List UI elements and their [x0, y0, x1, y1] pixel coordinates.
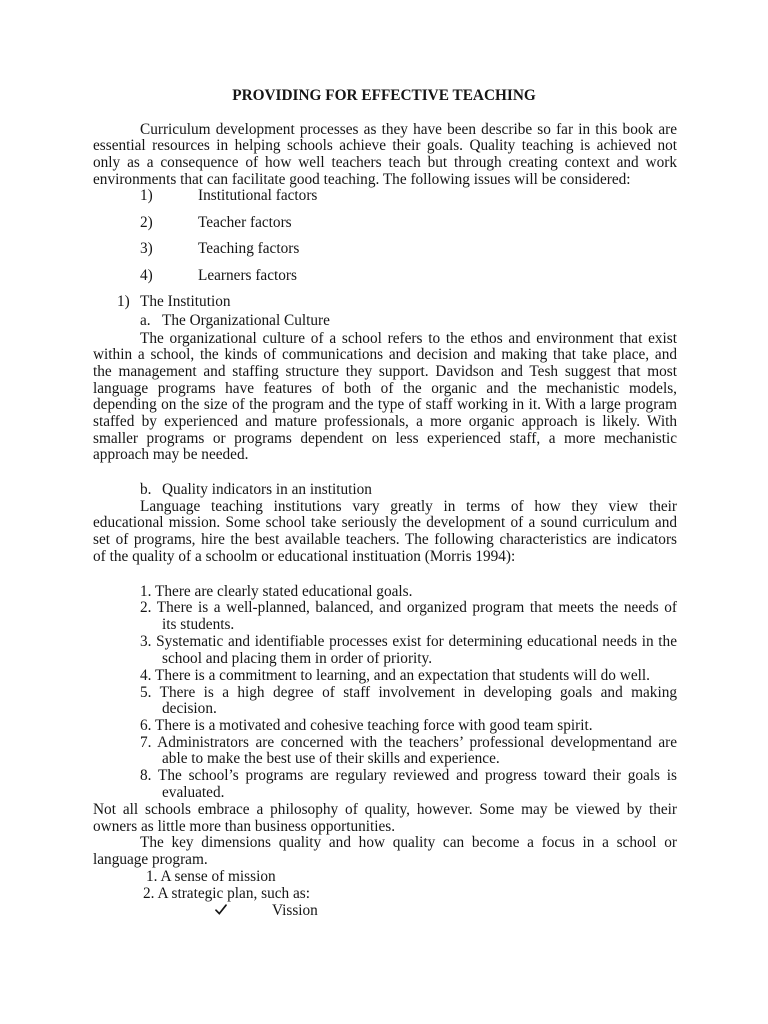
paragraph-line: the management and staffing structure they support. Davidson and Tesh suggest that most: [93, 362, 677, 380]
paragraph-line: Not all schools embrace a philosophy of quality, however. Some may be viewed by their: [93, 800, 677, 818]
item-text-continuation: school and placing them in order of priority.: [162, 649, 433, 667]
issue-label: Teacher factors: [198, 213, 292, 231]
indicator-item: [140, 633, 677, 650]
issue-item: [140, 187, 317, 204]
item-number: 1.: [146, 867, 158, 885]
indicator-item: [140, 717, 593, 734]
issue-number: 3): [140, 239, 153, 257]
check-icon: [215, 904, 227, 915]
paragraph-line: of the quality of a schoolm or educational instituation (Morris 1994):: [93, 547, 516, 565]
item-number: 6.: [140, 716, 152, 734]
paragraph-line: The organizational culture of a school refers to the ethos and environment that exist: [140, 329, 677, 347]
item-text: There are clearly stated educational goals.: [155, 582, 413, 600]
issue-item: [140, 240, 299, 257]
subsection-title: The Organizational Culture: [162, 311, 330, 329]
item-text: There is a high degree of staff involvement in developing goals and making: [159, 683, 677, 701]
issue-label: Teaching factors: [198, 239, 300, 257]
item-number: 2.: [143, 884, 155, 902]
item-number: 2.: [140, 598, 152, 616]
paragraph-line: smaller programs or programs dependent on less experienced staff, a more mechanistic: [93, 429, 677, 447]
paragraph-line: educational mission. Some school take seriously the development of a sound curriculum and: [93, 514, 677, 532]
item-number: 3.: [140, 632, 152, 650]
item-text: There is a motivated and cohesive teaching force with good team spirit.: [155, 716, 593, 734]
intro-line: only as a consequence of how well teachers teach but through creating context and work: [93, 153, 677, 171]
paragraph-line: depending on the size of the program and the type of staff working in it. With a large program: [93, 396, 677, 414]
indicator-item: [140, 667, 650, 684]
issue-number: 4): [140, 266, 153, 284]
subsection-heading: [140, 312, 330, 329]
issue-label: Institutional factors: [198, 186, 318, 204]
item-text-continuation: its students.: [162, 615, 235, 633]
indicator-item: [140, 684, 677, 701]
issue-item: [140, 214, 292, 231]
subsection-heading: [140, 481, 372, 498]
item-number: 4.: [140, 666, 152, 684]
intro-line: environments that can facilitate good teaching. The following issues will be considered:: [93, 170, 631, 188]
item-text: Systematic and identifiable processes exist for determining educational needs in the: [156, 632, 677, 650]
paragraph-line: language programs have features of both of the organic and the mechanistic models,: [93, 379, 677, 397]
indicator-item: [140, 734, 677, 751]
item-text: A sense of mission: [160, 867, 276, 885]
item-number: 5.: [140, 683, 152, 701]
item-text-continuation: evaluated.: [162, 783, 225, 801]
paragraph-line: staffed by experienced and mature professionals, a more organic approach is likely. With: [93, 413, 677, 430]
paragraph-line: Language teaching institutions vary greatly in terms of how they view their: [140, 497, 677, 515]
paragraph-line: The key dimensions quality and how quality can become a focus in a school or: [140, 833, 677, 851]
section-heading: [117, 293, 231, 310]
item-text-continuation: able to make the best use of their skills and experience.: [162, 749, 500, 767]
indicator-item: [140, 583, 412, 600]
section-title: The Institution: [140, 292, 231, 310]
issue-number: 2): [140, 213, 153, 231]
item-text: A strategic plan, such as:: [157, 884, 310, 902]
item-text: There is a commitment to learning, and an expectation that students will do well.: [155, 666, 650, 684]
subsection-marker: a.: [140, 311, 151, 329]
intro-line: essential resources in helping schools achieve their goals. Quality teaching is achieved not: [93, 137, 677, 154]
sub-item-label: Vission: [272, 901, 318, 919]
indicator-item: [140, 767, 677, 784]
paragraph-line: owners as little more than business opportunities.: [93, 817, 396, 835]
item-number: 7.: [140, 733, 152, 751]
indicator-item: [140, 599, 677, 616]
dimension-item: [146, 868, 276, 885]
subsection-marker: b.: [140, 480, 152, 498]
paragraph-line: approach may be needed.: [93, 446, 249, 464]
issue-number: 1): [140, 186, 153, 204]
intro-line: Curriculum development processes as they have been describe so far in this book are: [140, 120, 677, 138]
paragraph-line: set of programs, hire the best available teachers. The following characteristics are indicators: [93, 530, 677, 548]
item-number: 8.: [140, 766, 152, 784]
paragraph-line: language program.: [93, 850, 208, 868]
item-text: The school’s programs are regulary reviewed and progress toward their goals is: [158, 766, 677, 784]
issue-label: Learners factors: [198, 266, 297, 284]
issue-item: [140, 267, 297, 284]
item-text: Administrators are concerned with the teachers’ professional developmentand are: [157, 733, 677, 751]
dimension-item: [143, 885, 310, 902]
paragraph-line: within a school, the kinds of communications and decision and making that take place, and: [93, 346, 677, 364]
section-number: 1): [117, 292, 130, 310]
page-title: PROVIDING FOR EFFECTIVE TEACHING: [232, 87, 536, 104]
item-text-continuation: decision.: [162, 699, 217, 717]
item-text: There is a well-planned, balanced, and organized program that meets the needs of: [156, 598, 677, 616]
subsection-title: Quality indicators in an institution: [162, 480, 372, 498]
item-number: 1.: [140, 582, 152, 600]
